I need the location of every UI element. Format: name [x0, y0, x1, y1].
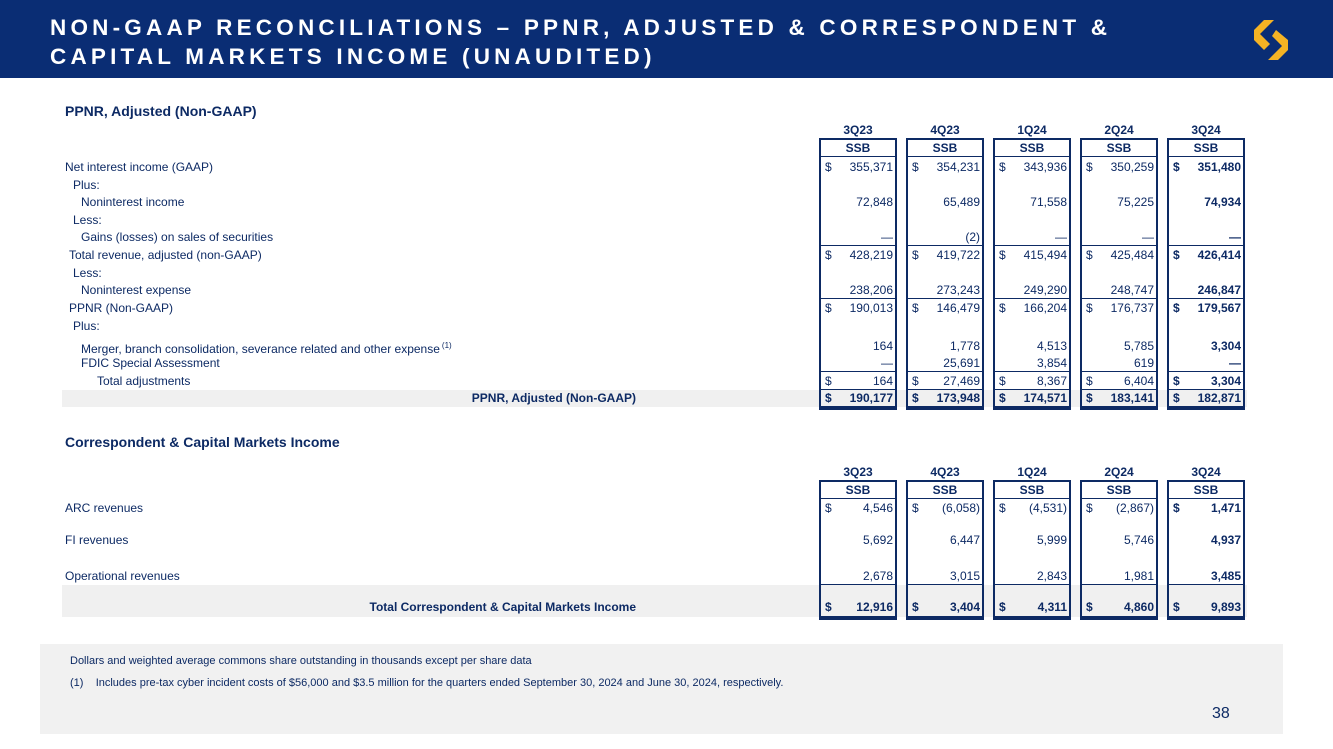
ppnr-entity-header: SSB: [1106, 141, 1132, 155]
currency-symbol: $: [912, 248, 919, 262]
cci-total-value: 3,404: [949, 600, 980, 614]
currency-symbol: $: [1086, 301, 1093, 315]
ppnr-value: 71,558: [1030, 195, 1067, 209]
currency-symbol: $: [999, 374, 1006, 388]
ppnr-value: 419,722: [936, 248, 980, 262]
cci-row-label-text: Operational revenues: [65, 569, 180, 583]
footnote-1-mark: (1): [70, 677, 84, 689]
company-logo-icon: [1254, 20, 1288, 60]
ppnr-value: 6,404: [1123, 374, 1154, 388]
ppnr-value: 249,290: [1023, 283, 1067, 297]
currency-symbol: $: [1173, 374, 1180, 388]
ppnr-row-label-text: Net interest income (GAAP): [65, 160, 214, 174]
cci-value: 5,746: [1123, 533, 1154, 547]
ppnr-value: 75,225: [1117, 195, 1154, 209]
cci-quarter-header: 4Q23: [930, 465, 960, 479]
currency-symbol: $: [1173, 160, 1180, 174]
currency-symbol: $: [912, 301, 919, 315]
currency-symbol: $: [1173, 248, 1180, 262]
currency-symbol: $: [1173, 501, 1180, 515]
ppnr-value: 351,480: [1197, 160, 1241, 174]
cci-total-label: Total Correspondent & Capital Markets Income: [369, 600, 636, 614]
ppnr-row-label-text: Merger, branch consolidation, severance related and other expense: [81, 342, 440, 356]
ppnr-quarter-header: 2Q24: [1104, 123, 1134, 137]
ppnr-total-rule: [993, 408, 1071, 410]
ppnr-row-label: [73, 266, 102, 280]
cci-row-label-text: FI revenues: [65, 533, 129, 547]
ppnr-section-title: PPNR, Adjusted (Non-GAAP): [65, 103, 257, 119]
currency-symbol: $: [825, 160, 832, 174]
footnote-units: Dollars and weighted average commons share outstanding in thousands except per share data: [70, 655, 532, 667]
ppnr-row-label-text: Noninterest expense: [81, 283, 192, 297]
currency-symbol: $: [1173, 600, 1180, 614]
currency-symbol: $: [1086, 374, 1093, 388]
cci-total-value: 4,860: [1123, 600, 1154, 614]
ppnr-value: 4,513: [1036, 339, 1067, 353]
cci-value: 4,937: [1210, 533, 1241, 547]
ppnr-value: 5,785: [1123, 339, 1154, 353]
ppnr-row-label: [81, 339, 452, 356]
ppnr-value: 8,367: [1036, 374, 1067, 388]
ppnr-value: —: [881, 356, 893, 370]
cci-value: (2,867): [1115, 501, 1154, 515]
currency-symbol: $: [1086, 391, 1093, 405]
ppnr-row-label-text: Less:: [73, 266, 102, 280]
ppnr-value: 74,934: [1204, 195, 1241, 209]
footnote-1: [70, 677, 783, 689]
ppnr-value: 3,304: [1210, 374, 1241, 388]
ppnr-value: 350,259: [1110, 160, 1154, 174]
ppnr-row-label: [73, 319, 100, 333]
cci-value: (6,058): [941, 501, 980, 515]
currency-symbol: $: [1086, 501, 1093, 515]
currency-symbol: $: [825, 501, 832, 515]
ppnr-value: 166,204: [1023, 301, 1067, 315]
ppnr-value: 3,304: [1210, 339, 1241, 353]
ppnr-quarter-header: 3Q24: [1191, 123, 1221, 137]
ppnr-value: 164: [872, 339, 893, 353]
ppnr-total-rule: [1167, 408, 1245, 410]
ppnr-total-value: 183,141: [1110, 391, 1154, 405]
currency-symbol: $: [825, 391, 832, 405]
ppnr-row-label-text: PPNR (Non-GAAP): [69, 301, 174, 315]
ppnr-entity-header: SSB: [1019, 141, 1045, 155]
page-number: 38: [1212, 705, 1230, 722]
ppnr-total-value: 190,177: [849, 391, 893, 405]
cci-row-label: [65, 501, 143, 515]
ppnr-total-value: 174,571: [1023, 391, 1067, 405]
ppnr-value: 65,489: [943, 195, 980, 209]
cci-entity-header: SSB: [845, 483, 871, 497]
ppnr-value: 354,231: [936, 160, 980, 174]
ppnr-entity-header: SSB: [1193, 141, 1219, 155]
ppnr-total-rule: [906, 408, 984, 410]
ppnr-column-box: [906, 138, 984, 408]
ppnr-row-label: [73, 178, 100, 192]
ppnr-value: 426,414: [1197, 248, 1241, 262]
cci-value: 3,485: [1210, 569, 1241, 583]
ppnr-value: —: [1229, 356, 1241, 370]
ppnr-value: 3,854: [1036, 356, 1067, 370]
page-title-line-1: NON-GAAP RECONCILIATIONS – PPNR, ADJUSTED & CORRESPONDENT &: [50, 15, 1112, 40]
title-banner: [0, 0, 1333, 78]
ppnr-total-rule: [819, 408, 897, 410]
ppnr-row-label: [81, 283, 191, 297]
ppnr-value: 238,206: [849, 283, 893, 297]
ppnr-value: 246,847: [1197, 283, 1241, 297]
cci-quarter-header: 3Q23: [843, 465, 873, 479]
ppnr-entity-header: SSB: [932, 141, 958, 155]
ppnr-row-label: [97, 374, 190, 388]
cci-value: 5,999: [1036, 533, 1067, 547]
ppnr-column-box: [1080, 138, 1158, 408]
cci-total-rule: [1167, 618, 1245, 620]
ppnr-value: 273,243: [936, 283, 980, 297]
cci-column-box: [1167, 480, 1245, 618]
cci-section-title: Correspondent & Capital Markets Income: [65, 434, 340, 450]
currency-symbol: $: [1086, 248, 1093, 262]
currency-symbol: $: [1086, 600, 1093, 614]
ppnr-total-value: 182,871: [1197, 391, 1241, 405]
ppnr-row-label-text: Plus:: [73, 178, 100, 192]
ppnr-total-label: PPNR, Adjusted (Non-GAAP): [471, 391, 636, 405]
currency-symbol: $: [912, 600, 919, 614]
currency-symbol: $: [999, 301, 1006, 315]
ppnr-column-box: [993, 138, 1071, 408]
ppnr-row-label-text: FDIC Special Assessment: [81, 356, 220, 370]
cci-total-rule: [993, 618, 1071, 620]
cci-value: (4,531): [1028, 501, 1067, 515]
cci-row-label: [65, 533, 128, 547]
ppnr-value: (2): [965, 230, 980, 244]
ppnr-value: 146,479: [936, 301, 980, 315]
currency-symbol: $: [999, 600, 1006, 614]
ppnr-row-label: [65, 160, 213, 174]
ppnr-value: 25,691: [943, 356, 980, 370]
ppnr-value: 343,936: [1023, 160, 1067, 174]
cci-quarter-header: 1Q24: [1017, 465, 1047, 479]
ppnr-value: —: [1142, 230, 1154, 244]
ppnr-value: 27,469: [943, 374, 980, 388]
ppnr-quarter-header: 3Q23: [843, 123, 873, 137]
currency-symbol: $: [1086, 160, 1093, 174]
currency-symbol: $: [1173, 301, 1180, 315]
cci-quarter-header: 3Q24: [1191, 465, 1221, 479]
ppnr-value: 1,778: [949, 339, 980, 353]
ppnr-row-label-text: Noninterest income: [81, 195, 185, 209]
ppnr-value: —: [1229, 230, 1241, 244]
cci-value: 1,471: [1210, 501, 1241, 515]
cci-entity-header: SSB: [1106, 483, 1132, 497]
ppnr-value: —: [881, 230, 893, 244]
ppnr-value: 190,013: [849, 301, 893, 315]
ppnr-value: 72,848: [856, 195, 893, 209]
currency-symbol: $: [825, 248, 832, 262]
currency-symbol: $: [912, 160, 919, 174]
ppnr-column-box: [1167, 138, 1245, 408]
cci-value: 1,981: [1123, 569, 1154, 583]
ppnr-footnote-ref: (1): [441, 341, 452, 350]
cci-column-box: [993, 480, 1071, 618]
cci-value: 2,678: [862, 569, 893, 583]
ppnr-value: 164: [872, 374, 893, 388]
cci-value: 2,843: [1036, 569, 1067, 583]
ppnr-row-label-text: Plus:: [73, 319, 100, 333]
ppnr-row-label-text: Gains (losses) on sales of securities: [81, 230, 274, 244]
ppnr-row-label-text: Less:: [73, 213, 102, 227]
ppnr-value: —: [1055, 230, 1067, 244]
ppnr-value: 179,567: [1197, 301, 1241, 315]
ppnr-column-box: [819, 138, 897, 408]
cci-entity-header: SSB: [932, 483, 958, 497]
currency-symbol: $: [912, 374, 919, 388]
cci-entity-header: SSB: [1193, 483, 1219, 497]
cci-total-rule: [1080, 618, 1158, 620]
cci-value: 5,692: [862, 533, 893, 547]
cci-total-value: 12,916: [856, 600, 893, 614]
currency-symbol: $: [912, 391, 919, 405]
ppnr-row-label: [81, 195, 184, 209]
ppnr-row-label-text: Total revenue, adjusted (non-GAAP): [69, 248, 262, 262]
ppnr-row-label-text: Total adjustments: [97, 374, 191, 388]
ppnr-total-value: 173,948: [936, 391, 980, 405]
ppnr-value: 415,494: [1023, 248, 1067, 262]
ppnr-row-label: [69, 301, 173, 315]
cci-value: 3,015: [949, 569, 980, 583]
footnote-1-text: Includes pre-tax cyber incident costs of $56,000 and $3.5 million for the quarters ended September 30, 2024 and June 30, 2024, respectively.: [95, 677, 784, 689]
cci-value: 4,546: [862, 501, 893, 515]
ppnr-row-label: [73, 213, 102, 227]
ppnr-row-label: [81, 356, 220, 370]
currency-symbol: $: [999, 248, 1006, 262]
cci-total-rule: [819, 618, 897, 620]
cci-total-value: 9,893: [1210, 600, 1241, 614]
page-title-line-2: CAPITAL MARKETS INCOME (UNAUDITED): [50, 44, 656, 69]
cci-total-rule: [906, 618, 984, 620]
cci-value: 6,447: [949, 533, 980, 547]
cci-column-box: [819, 480, 897, 618]
ppnr-row-label: [69, 248, 262, 262]
currency-symbol: $: [1173, 391, 1180, 405]
ppnr-quarter-header: 1Q24: [1017, 123, 1047, 137]
cci-quarter-header: 2Q24: [1104, 465, 1134, 479]
ppnr-value: 355,371: [849, 160, 893, 174]
currency-symbol: $: [999, 501, 1006, 515]
cci-row-label: [65, 569, 180, 583]
ppnr-quarter-header: 4Q23: [930, 123, 960, 137]
cci-total-value: 4,311: [1037, 600, 1067, 614]
ppnr-value: 425,484: [1110, 248, 1154, 262]
ppnr-row-label: [81, 230, 273, 244]
cci-entity-header: SSB: [1019, 483, 1045, 497]
currency-symbol: $: [825, 301, 832, 315]
currency-symbol: $: [825, 374, 832, 388]
ppnr-value: 619: [1133, 356, 1154, 370]
ppnr-entity-header: SSB: [845, 141, 871, 155]
ppnr-total-rule: [1080, 408, 1158, 410]
currency-symbol: $: [825, 600, 832, 614]
page-title: [50, 13, 1230, 71]
currency-symbol: $: [912, 501, 919, 515]
ppnr-value: 248,747: [1110, 283, 1154, 297]
ppnr-value: 176,737: [1110, 301, 1154, 315]
cci-row-label-text: ARC revenues: [65, 501, 144, 515]
cci-column-box: [1080, 480, 1158, 618]
ppnr-value: 428,219: [849, 248, 893, 262]
currency-symbol: $: [999, 160, 1006, 174]
currency-symbol: $: [999, 391, 1006, 405]
cci-column-box: [906, 480, 984, 618]
